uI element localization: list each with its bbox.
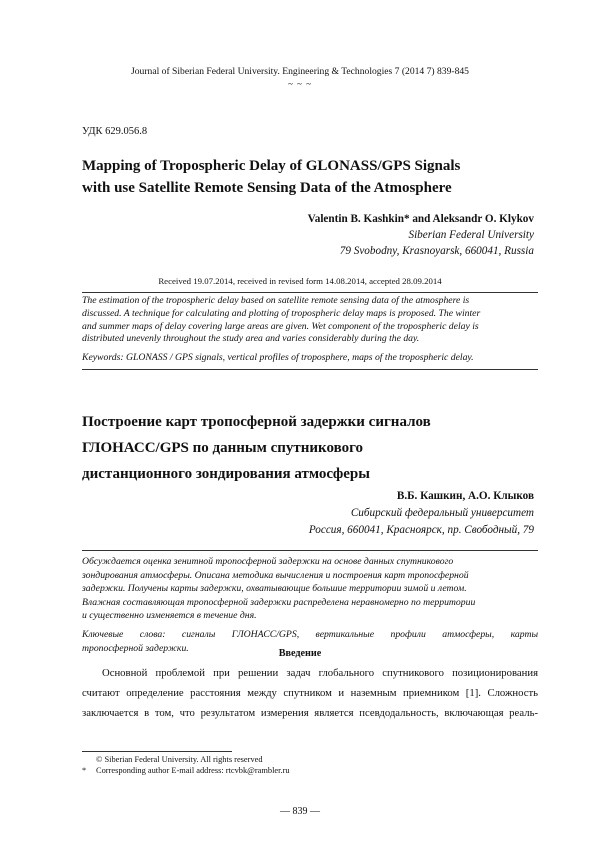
copyright-text: © Siberian Federal University. All rights reserved bbox=[96, 755, 263, 764]
article-title-ru bbox=[82, 409, 538, 487]
article-title-en bbox=[82, 155, 532, 199]
address-en: 79 Svobodny, Krasnoyarsk, 660041, Russia bbox=[339, 245, 534, 257]
abstract-ru-line: Обсуждается оценка зенитной тропосферной задержки на основе данных спутникового bbox=[82, 556, 454, 567]
header-separator: ~ ~ ~ bbox=[287, 79, 313, 89]
intro-line: Основной проблемой при решении задач глобального спутникового позиционирования bbox=[102, 667, 538, 679]
intro-body bbox=[82, 663, 538, 723]
affiliation-ru: Сибирский федеральный университет bbox=[350, 507, 534, 519]
title-ru-line: Построение карт тропосферной задержки сигналов bbox=[82, 414, 431, 430]
abstract-ru-top-rule bbox=[82, 550, 538, 551]
title-ru-line: ГЛОНАСС/GPS по данным спутникового bbox=[82, 440, 364, 456]
footnote-corresponding bbox=[82, 765, 290, 776]
abstract-ru bbox=[82, 555, 538, 623]
section-heading-intro: Введение bbox=[278, 648, 322, 659]
keywords-en: Keywords: GLONASS / GPS signals, vertical profiles of troposphere, maps of the tropospheric delay. bbox=[82, 352, 474, 363]
keywords-ru-line: Ключевые слова: сигналы ГЛОНАСС/GPS, вертикальные профили атмосферы, карты bbox=[82, 629, 538, 640]
abstract-en-top-rule bbox=[82, 292, 538, 293]
asterisk-mark: * bbox=[82, 766, 87, 775]
authors-ru: В.Б. Кашкин, А.О. Клыков bbox=[396, 490, 534, 502]
affiliation-en: Siberian Federal University bbox=[408, 229, 534, 241]
footnote-copyright bbox=[82, 754, 263, 765]
journal-header: Journal of Siberian Federal University. Engineering & Technologies 7 (2014 7) 839-845 bbox=[131, 66, 469, 77]
abstract-ru-line: Влажная составляющая тропосферной задержки распределена неравномерно по территории bbox=[82, 596, 476, 608]
abstract-en bbox=[82, 295, 538, 346]
abstract-ru-line: и существенно изменяется в течение дня. bbox=[82, 610, 257, 621]
title-ru-line: дистанционного зондирования атмосферы bbox=[82, 466, 370, 482]
title-en-line: Mapping of Tropospheric Delay of GLONASS/GPS Signals bbox=[82, 158, 461, 174]
page-number: — 839 — bbox=[280, 806, 320, 817]
abstract-en-line: The estimation of the tropospheric delay based on satellite remote sensing data of the atmosphere is bbox=[82, 295, 470, 306]
abstract-en-bottom-rule bbox=[82, 369, 538, 370]
keywords-ru-line: тропосферной задержки. bbox=[82, 642, 189, 654]
abstract-en-line: distributed unevenly throughout the study area and varies considerably during the day. bbox=[82, 333, 420, 345]
udk-code: УДК 629.056.8 bbox=[82, 126, 148, 137]
footnote-rule bbox=[82, 751, 232, 752]
received-dates: Received 19.07.2014, received in revised form 14.08.2014, accepted 28.09.2014 bbox=[158, 276, 442, 286]
title-en-line: with use Satellite Remote Sensing Data of the Atmosphere bbox=[82, 180, 452, 196]
intro-line: заключается в том, что результатом измерения является псевдодальность, включающая реаль- bbox=[82, 707, 538, 719]
intro-line: считают определение расстояния между спутником и наземным приемником [1]. Сложность bbox=[82, 687, 538, 699]
abstract-en-line: and summer maps of delay covering large areas are given. Wet component of the tropospheric delay is bbox=[82, 320, 479, 332]
abstract-en-line: discussed. A technique for calculating and plotting of tropospheric delay maps is proposed. The winter bbox=[82, 307, 481, 319]
corresponding-text: Corresponding author E-mail address: rtcvbk@rambler.ru bbox=[96, 766, 290, 775]
authors-ru-block bbox=[309, 488, 534, 539]
authors-en-block bbox=[308, 211, 534, 259]
authors-en: Valentin B. Kashkin* and Aleksandr O. Klykov bbox=[307, 213, 534, 225]
abstract-ru-line: задержки. Получены карты задержки, охватывающие большие территории зимой и летом. bbox=[82, 583, 467, 594]
abstract-ru-line: зондирования атмосферы. Описана методика вычисления и построения карт тропосферной bbox=[82, 569, 469, 581]
address-ru: Россия, 660041, Красноярск, пр. Свободный, 79 bbox=[308, 524, 534, 536]
